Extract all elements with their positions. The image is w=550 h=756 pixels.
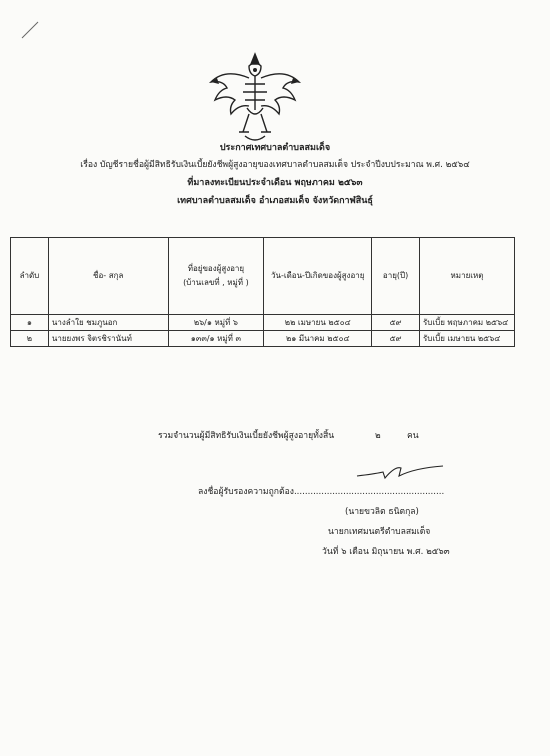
row-birth: ๒๒ เมษายน ๒๕๐๔ xyxy=(264,315,372,331)
header-address xyxy=(168,238,264,315)
row-age: ๕๙ xyxy=(372,331,420,347)
sign-date: วันที่ ๖ เดือน มิถุนายน พ.ศ. ๒๕๖๓ xyxy=(322,547,450,557)
table-row xyxy=(11,315,515,331)
row-no: ๒ xyxy=(11,331,49,347)
signature-image xyxy=(355,462,445,484)
registration-month: ที่มาลงทะเบียนประจำเดือน พฤษภาคม ๒๕๖๓ xyxy=(187,178,363,188)
header-address-line2: (บ้านเลขที่ , หมู่ที่ ) xyxy=(183,278,249,287)
row-remark: รับเบี้ย พฤษภาคม ๒๕๖๔ xyxy=(420,315,515,331)
header-name: ชื่อ- สกุล xyxy=(48,238,168,315)
row-name: นางลำใย ชมภูนอก xyxy=(48,315,168,331)
header-address-line1: ที่อยู่ของผู้สูงอายุ xyxy=(187,264,245,273)
header-remark: หมายเหตุ xyxy=(420,238,515,315)
row-address: ๒๖/๑ หมู่ที่ ๖ xyxy=(168,315,264,331)
row-name: นายยงพร จิตรชิรานันท์ xyxy=(48,331,168,347)
announcement-subject: เรื่อง บัญชีรายชื่อผู้มีสิทธิรับเงินเบี้ยยังชีพผู้สูงอายุของเทศบาลตำบลสมเด็จ ประจำปีงบประมาณ พ.ศ. ๒๕๖๔ xyxy=(80,160,470,170)
summary-label: รวมจำนวนผู้มีสิทธิรับเงินเบี้ยยังชีพผู้สูงอายุทั้งสิ้น xyxy=(158,431,335,441)
row-remark: รับเบี้ย เมษายน ๒๕๖๔ xyxy=(420,331,515,347)
municipality-name: เทศบาลตำบลสมเด็จ อำเภอสมเด็จ จังหวัดกาฬสินธุ์ xyxy=(177,196,373,206)
summary-count: ๒ xyxy=(375,431,381,441)
row-address: ๑๓๓/๑ หมู่ที่ ๓ xyxy=(168,331,264,347)
table-row xyxy=(11,331,515,347)
scan-corner-mark xyxy=(20,20,40,40)
header-birth: วัน-เดือน-ปีเกิดของผู้สูงอายุ xyxy=(264,238,372,315)
table-header-row xyxy=(11,238,515,315)
garuda-emblem-icon xyxy=(205,48,305,150)
row-birth: ๒๑ มีนาคม ๒๕๐๔ xyxy=(264,331,372,347)
row-no: ๑ xyxy=(11,315,49,331)
beneficiary-table xyxy=(10,237,515,347)
certify-line: ลงชื่อผู้รับรองความถูกต้อง....................................................... xyxy=(198,487,445,497)
row-age: ๕๙ xyxy=(372,315,420,331)
summary-unit: คน xyxy=(407,431,419,441)
header-no: ลำดับ xyxy=(11,238,49,315)
signer-position: นายกเทศมนตรีตำบลสมเด็จ xyxy=(328,527,431,537)
announcement-title: ประกาศเทศบาลตำบลสมเด็จ xyxy=(219,143,331,153)
header-age: อายุ(ปี) xyxy=(372,238,420,315)
signer-name: (นายขวลิต ธนิตกุล) xyxy=(345,507,419,517)
